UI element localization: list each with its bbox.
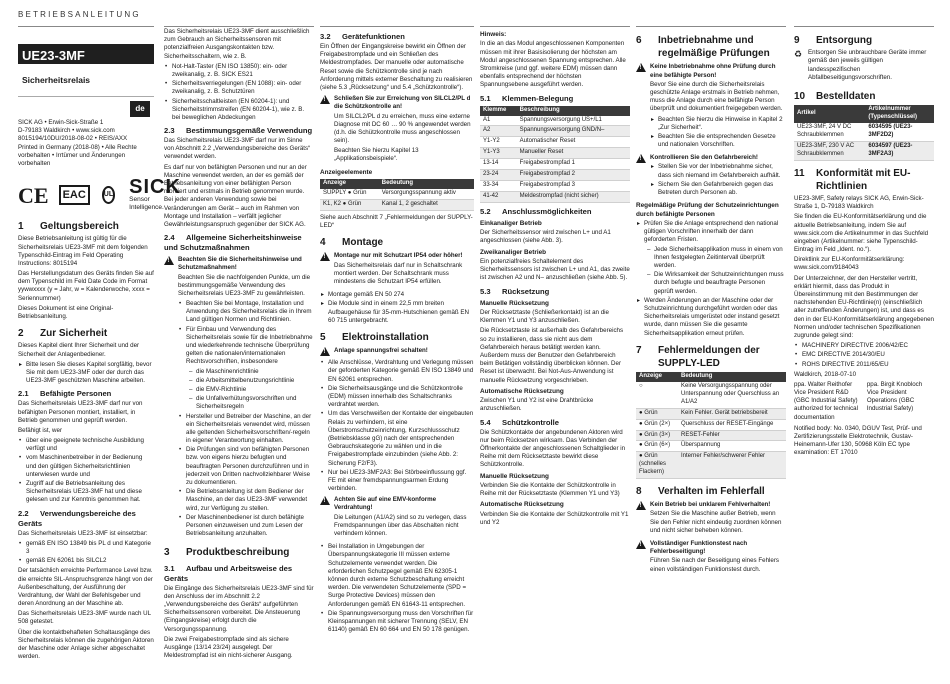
- subsection-heading: [164, 564, 314, 584]
- table-row: [636, 430, 786, 441]
- doc-type-label: BETRIEBSANLEITUNG: [18, 10, 141, 19]
- list-item: • Not-Halt-Taster (EN ISO 13850): ein- oder zweikanalig, z. B. SICK ES21: [164, 63, 314, 79]
- list-item: • Die Betriebsanleitung ist dem Bediener der Maschine, an der das UE23-3MF verwendet wird, zur Verfügung zu stellen.: [178, 488, 314, 513]
- table-header: Bedeutung: [379, 179, 474, 189]
- column-6: [794, 28, 934, 668]
- header-rule: [18, 26, 154, 27]
- section-title: Aufbau und Arbeitsweise des Geräts: [164, 563, 293, 583]
- paragraph: Diese Betriebsanleitung ist gültig für die Sicherheitsrelais UE23-3MF mit dem folgenden Typenschild-Eintrag im Feld Operating Instructions: 8015194: [18, 235, 148, 267]
- warning-icon: [636, 63, 646, 72]
- table-cell: Keine Versorgungsspannung oder Unterspannung oder Querschluss an A1/A2: [678, 382, 786, 408]
- subheading: Zweikanaliger Betrieb: [480, 248, 547, 256]
- section-number: 2: [18, 328, 24, 340]
- sick-tagline: Sensor Intelligence.: [129, 195, 164, 212]
- section-title: Montage: [342, 237, 384, 249]
- paragraph: Das Sicherheitsrelais UE23-3MF darf nur im Sinne von Abschnitt 2.2 „Verwendungsbereiche des Geräts“ verwendet werden.: [164, 137, 311, 161]
- table-row: [480, 180, 630, 191]
- disposal-block: [794, 49, 934, 84]
- list-item: • Die Spannungsversorgung muss den Vorschriften für Kleinspannungen mit sicherer Trennung (SELV, EN 61140) gemäß EN 60 664 und EN 50 178 genügen.: [320, 610, 474, 635]
- column-3: [320, 28, 474, 668]
- section-title: Geltungsbereich: [40, 221, 119, 233]
- section-number: 5: [320, 331, 326, 343]
- section-number: 2.1: [18, 389, 29, 399]
- table-cell: Manueller Reset: [517, 148, 630, 159]
- section-number: 2.2: [18, 508, 29, 518]
- paragraph: Der Sicherheitssensor wird zwischen L+ und A1 angeschlossen (siehe Abb. 3).: [480, 229, 611, 245]
- section-number: 5.2: [480, 206, 491, 216]
- section-title: Inbetriebnahme und regelmäßige Prüfungen: [658, 35, 770, 60]
- table-row: [480, 148, 630, 159]
- document-subtitle: Sicherheitsrelais: [18, 70, 154, 97]
- table-cell: Überspannung: [678, 441, 786, 452]
- section-title: Elektroinstallation: [342, 331, 429, 343]
- table-cell: UE23-3MF, 230 V AC Schraubklemmen: [794, 141, 865, 160]
- section-heading: [794, 90, 934, 103]
- list-item: • Der Maschinenbediener ist durch befähigte Personen einzuweisen und zum Lesen der Betriebsanleitung anzuhalten.: [178, 514, 314, 539]
- list-item: • über eine geeignete technische Ausbildung verfügt und: [18, 437, 154, 453]
- section-number: 3.1: [164, 563, 175, 573]
- list-item: ▸ Bitte lesen Sie dieses Kapitel sorgfältig, bevor Sie mit dem UE23-3MF oder der durch das UE23-3MF geschützten Maschine arbeiten.: [18, 361, 154, 386]
- list-item: • MACHINERY DIRECTIVE 2006/42/EC: [794, 342, 934, 350]
- list-item: • ROHS DIRECTIVE 2011/65/EU: [794, 361, 934, 369]
- list-item: – Die Wirksamkeit der Schutzeinrichtungen muss durch befugte und beauftragte Personen geprüft werden.: [646, 271, 786, 296]
- warning-note: [164, 256, 314, 540]
- paragraph: Über die kontaktbehafteten Schaltausgänge des Sicherheitsrelais können die zugehörigen Aktoren der Maschine oder Anlage sicher abgeschaltet werden.: [18, 628, 154, 661]
- eac-mark-logo: EAC: [59, 185, 90, 206]
- warning-icon: [320, 252, 330, 261]
- list-item: ▸ Die Module sind in einem 22,5 mm breiten Aufbaugehäuse für 35-mm-Hutschienen gemäß EN 60 715 untergebracht.: [320, 300, 474, 325]
- table-cell: Y1-Y3: [480, 148, 517, 159]
- publisher-line: SICK AG • Erwin-Sick-Straße 1: [18, 119, 104, 126]
- warning-title: Beachten Sie die Sicherheitshinweise und Schutzmaßnahmen!: [178, 256, 302, 272]
- paragraph: Setzen Sie die Maschine außer Betrieb, wenn Sie den Fehler nicht eindeutig zuordnen können und nicht sicher beheben können.: [650, 510, 782, 534]
- signature-left: ppa. Walter Reithofer Vice President R&D (GBC Industrial Safety) authorized for technical documentation: [794, 380, 858, 421]
- list-item: • gemäß EN 62061 bis SILCL2: [18, 557, 154, 565]
- paragraph: Verbinden Sie die Kontakte der Schützkontrolle in Reihe mit der Rücksetztaste (Klemmen Y1 und Y3): [480, 482, 620, 498]
- list-item: – die Arbeitsmittelbenutzungsrichtlinie: [188, 377, 314, 385]
- publisher-block: [18, 119, 154, 168]
- publisher-line: vorbehalten • Irrtümer und Änderungen: [18, 151, 126, 159]
- warning-note: [636, 154, 786, 199]
- paragraph: Ein Öffnen der Eingangskreise bewirkt ein Öffnen der Freigabestrompfade und ein Schließen des Meldestrompfades. Der manuelle oder automatische Reset sowie die Schützkontrolle sind je nach Anforderung mittels externer Beschaltung zu realisieren (siehe 5.3 „Rücksetzung“ und 5.4 „Schützkontrolle“).: [320, 43, 473, 91]
- section-title: Rücksetzung: [502, 286, 550, 296]
- warning-icon: [636, 154, 646, 163]
- section-number: 7: [636, 344, 642, 356]
- table-cell: ● Grün (6×): [636, 441, 678, 452]
- header-rule: [164, 26, 314, 27]
- subsection-heading: [164, 233, 314, 253]
- table-row: [636, 441, 786, 452]
- section-title: Verhalten im Fehlerfall: [658, 486, 765, 498]
- warning-title: Achten Sie auf eine EMV-konforme Verdrahtung!: [334, 496, 437, 512]
- table-cell: 6034595 (UE23-3MF2D2): [865, 123, 934, 141]
- paragraph: Verbinden Sie die Kontakte der Schützkontrolle mit Y1 und Y2: [480, 510, 629, 527]
- header-rule: [794, 26, 934, 27]
- column-4: [480, 28, 630, 668]
- section-heading: [320, 331, 474, 344]
- subsection-heading: [480, 287, 630, 297]
- table-cell: ● Grün (2×): [636, 419, 678, 430]
- paragraph: Der Unterzeichner, der den Hersteller vertritt, erklärt hiermit, dass das Produkt in Übereinstimmung mit den Bestimmungen der nachstehenden EU-Richtlinie(n) (einschließlich aller zutreffenden Änderungen) ist, und dass es den in der EU-Konformitätserklärung angegebenen Normen und/oder technischen Spezifikationen zugrunde gelegt sind:: [794, 274, 934, 339]
- column-5: [636, 28, 786, 668]
- section-number: 5.1: [480, 93, 491, 103]
- section-heading: [18, 327, 154, 340]
- paragraph: In die an das Modul angeschlossenen Komponenten müssen mit ihrer Basisisolierung der höchsten am Modul angeschlossenen Spannung entsprechen. Alle Stromkreise (und ggf. weitere EDM) müssen dann ebenfalls entsprechend der höchsten Spannungsebene ausgeführt werden.: [480, 40, 626, 89]
- table-cell: UE23-3MF, 24 V DC Schraubklemmen: [794, 123, 865, 141]
- paragraph: Führen Sie nach der Beseitigung eines Fehlers einen vollständigen Funktionstest durch.: [650, 557, 779, 573]
- paragraph: Ein potenzialfreies Schaltelement des Sicherheitssensors ist zwischen L+ und A1, das zweite ist zwischen A2 und N– anzuschließen (siehe Abb. 5).: [480, 258, 630, 282]
- subheading: Manuelle Rücksetzung: [480, 299, 549, 307]
- section-heading: [636, 34, 786, 60]
- warning-note: [636, 540, 786, 576]
- publisher-line: 8015194/10DU/2018-08-02 • REIS/AXX: [18, 135, 128, 143]
- warning-icon: [636, 501, 646, 510]
- subheading: Einkanaliger Betrieb: [480, 219, 542, 227]
- warning-note: [636, 501, 786, 537]
- section-heading: [18, 220, 154, 233]
- list-item: • Beachten Sie bei Montage, Installation und Anwendung des Sicherheitsrelais die in Ihrem Land gültigen Normen und Richtlinien.: [178, 300, 314, 325]
- warning-icon: [320, 347, 330, 356]
- list-item: • Für Einbau und Verwendung des Sicherheitsrelais sowie für die Inbetriebnahme und wiederkehrende technische Überprüfung gelten die nationalen/internationalen Rechtsvorschriften, insbesondere: [178, 326, 314, 367]
- section-title: Konformität mit EU-Richtlinien: [816, 167, 911, 192]
- table-cell: Spannungsversorgung GND/N–: [517, 126, 630, 137]
- warning-title: Schließen Sie zur Erreichung von SILCL2/PL d die Schützkontrolle an!: [334, 95, 471, 111]
- subsection-heading: [18, 389, 154, 399]
- table-cell: K1, K2 ● Grün: [320, 199, 379, 210]
- table-cell: Freigabestrompfad 3: [517, 180, 630, 191]
- section-title: Zur Sicherheit: [40, 328, 108, 340]
- paragraph: Die Leitungen (A1/A2) sind so zu verlegen, dass Fremdspannungen über das Abschalten nicht verhindern können.: [334, 513, 467, 537]
- paragraph: Um SILCL2/PL d zu erreichen, muss eine externe Diagnose mit DC 60 … 90 % angewendet werden (d.h. die Schützkontrolle muss angeschlossen sein).: [334, 112, 471, 145]
- table-cell: ● Grün: [636, 408, 678, 419]
- warning-title: Anlage spannungsfrei schalten!: [334, 347, 428, 355]
- list-item: • Um das Verschweißen der Kontakte der eingebauten Relais zu verhindern, ist eine Überstromschutzeinrichtung, Kurzschlussschutz (Betriebsklasse gG) nach der entsprechenden Gebrauchskategorie zu wählen und in die Freigabestrompfade einzubinden (siehe Abb. 2: Sicherung F2/F3).: [320, 410, 474, 467]
- table-row: [480, 170, 630, 181]
- list-item: – Jede Sicherheitsapplikation muss in einem von Ihnen festgelegten Zeitintervall überprüft werden.: [646, 246, 786, 271]
- recycle-icon: ♻: [794, 49, 803, 60]
- led-table: [320, 179, 474, 211]
- table-cell: Freigabestrompfad 1: [517, 159, 630, 170]
- table-cell: 41-42: [480, 191, 517, 202]
- warning-note: [320, 252, 474, 288]
- table-cell: ● Grün (schnelles Flackern): [636, 452, 678, 479]
- paragraph: Beachten Sie die nachfolgenden Punkte, um die bestimmungsgemäße Verwendung des Sicherheitsrelais UE23-3MF zu gewährleisten.: [178, 273, 311, 297]
- table-row: [480, 137, 630, 148]
- list-item: ▸ Montage gemäß EN 50 274: [320, 291, 474, 299]
- table-cell: Freigabestrompfad 2: [517, 170, 630, 181]
- header-rule: [636, 26, 786, 27]
- paragraph: Dieses Kapitel dient Ihrer Sicherheit und der Sicherheit der Anlagenbediener.: [18, 342, 140, 358]
- section-title: Schützkontrolle: [502, 417, 559, 427]
- list-item: • Nur bei UE23-3MF2A3: Bei Störbeeinflussung ggf. FE mit einer fremdspannungsarmen Erdung verbinden.: [320, 469, 474, 494]
- subsection-heading: [480, 418, 630, 428]
- section-number: 2.3: [164, 126, 175, 136]
- section-heading: [636, 485, 786, 498]
- table-cell: Interner Fehler/schwerer Fehler: [678, 452, 786, 479]
- hint-title: Hinweis:: [480, 31, 507, 38]
- warning-icon: [320, 95, 330, 104]
- table-header: Anzeige: [636, 372, 678, 382]
- terminal-table: [480, 106, 630, 203]
- paragraph: Der tatsächlich erreichte Performance Level bzw. die erreichte SIL-Anspruchsgrenze hängt von der Außenbeschaltung, der Ausführung der Verdrahtung, der Wahl der Befehlsgeber und deren Anordnung an der Maschine ab.: [18, 567, 153, 608]
- section-number: 9: [794, 35, 800, 46]
- section-heading: [794, 34, 934, 47]
- table-row: [320, 189, 474, 199]
- publisher-line: D-79183 Waldkirch • www.sick.com: [18, 127, 115, 135]
- section-number: 5.4: [480, 417, 491, 427]
- paragraph: Bevor Sie eine durch die Sicherheitsrelais geschützte Anlage erstmals in Betrieb nehmen, muss die Anlage durch eine befähigte Person überprüft und dokumentiert freigegeben werden.: [650, 80, 783, 113]
- warning-icon: [164, 256, 174, 265]
- section-number: 10: [794, 90, 806, 102]
- list-item: • Sicherheitsschaltleisten (EN 60204-1): und Sicherheitstrimmstreifen (EN 60204-1), wie z. B. bei beweglichen Abdeckungen: [164, 98, 314, 123]
- section-number: 6: [636, 35, 642, 46]
- header-rule: [480, 26, 630, 27]
- language-tab: de: [130, 101, 150, 117]
- table-row: [636, 382, 786, 408]
- table-row: [636, 408, 786, 419]
- section-title: Bestelldaten: [816, 90, 876, 102]
- document-title: UE23-3MF: [18, 44, 154, 64]
- warning-title: Kontrollieren Sie den Gefahrbereich!: [650, 154, 758, 162]
- paragraph: Notified body: No. 0340, DGUV Test, Prüf- und Zertifizierungsstelle Elektrotechnik, Gustav-Heinemann-Ufer 130, 50968 Köln EC type examination: ET 17010: [794, 424, 922, 457]
- table-row: [794, 141, 934, 160]
- section-title: Allgemeine Sicherheitshinweise und Schutzmaßnahmen: [164, 233, 302, 253]
- paragraph: Die zwei Freigabestrompfade sind als sichere Ausgänge (13/14 23/24) ausgelegt. Der Meldestrompfad ist ein nicht-sicherer Ausgang.: [164, 635, 293, 660]
- table-row: [636, 452, 786, 479]
- ce-mark-logo: CE: [18, 182, 49, 208]
- table-row: [794, 123, 934, 141]
- section-heading: [320, 236, 474, 249]
- warning-note: [636, 63, 786, 151]
- paragraph: Sie finden die EU-Konformitätserklärung und die aktuelle Betriebsanleitung, indem Sie auf www.sick.com die Artikelnummer in das Suchfeld eingeben (Artikelnummer: siehe Typenschild-Eintrag im Feld „Ident. no.“).: [794, 213, 929, 254]
- section-heading: [164, 546, 314, 559]
- signatures: [794, 381, 934, 422]
- list-item: • Alle Anschlüsse, Verdrahtung und Verlegung müssen der geforderten Kategorie gemäß EN ISO 13849 und EN 62061 entsprechen.: [320, 359, 474, 384]
- table-cell: Automatischer Reset: [517, 137, 630, 148]
- table-header: Artikelnummer (Typenschlüssel): [865, 105, 934, 123]
- table-cell: SUPPLY ● Grün: [320, 189, 379, 199]
- warning-icon: [320, 496, 330, 505]
- list-item: ▸ Sichern Sie den Gefahrbereich gegen das Betreten durch Personen ab.: [650, 181, 786, 197]
- list-item: ▸ Beachten Sie hierzu die Hinweise in Kapitel 2 „Zur Sicherheit“.: [650, 116, 786, 132]
- section-number: 11: [794, 167, 805, 179]
- publisher-line: vorbehalten: [18, 159, 51, 167]
- paragraph: Entsorgen Sie unbrauchbare Geräte immer gemäß den jeweils gültigen landesspezifischen Abfallbeseitigungsvorschriften.: [808, 49, 927, 81]
- signature-right: ppa. Birgit Knobloch Vice President Operations (GBC Industrial Safety): [866, 380, 923, 413]
- list-item: ▸ Werden Änderungen an der Maschine oder der Schutzeinrichtung durchgeführt worden oder das Sicherheitsrelais umgerüstet oder instand gesetzt wurde, dann müssen Sie die gesamte Sicherheitsapplikation erneut prüfen.: [636, 297, 786, 338]
- list-item: ▸ Stellen Sie vor der Inbetriebnahme sicher, dass sich niemand im Gefahrbereich aufhält.: [650, 163, 786, 179]
- table-row: [480, 191, 630, 202]
- table-row: [480, 116, 630, 126]
- list-item: • vom Maschinenbetreiber in der Bedienung und den gültigen Sicherheitsrichtlinien unterwiesen wurde und: [18, 454, 154, 479]
- table-cell: Kein Fehler. Gerät betriebsbereit: [678, 408, 786, 419]
- table-row: [320, 199, 474, 210]
- header-rule: [320, 26, 474, 27]
- paragraph: Die Rücksetztaste ist außerhalb des Gefahrbereichs so zu installieren, dass sie nicht aus dem Gefahrbereich heraus betätigt werden kann. Außerdem muss der Benutzer den Gefahrbereich beim Betätigen vollständig überblicken können. Der Reset ist überwacht. Bei Not-Aus-Anwendung ist manuelle Rücksetzung vorgeschrieben.: [480, 327, 624, 384]
- list-item: ▸ Prüfen Sie die Anlage entsprechend den national gültigen Vorschriften innerhalb der dann geforderten Fristen.: [636, 220, 786, 245]
- table-cell: Spannungsversorgung US+/L1: [517, 116, 630, 126]
- paragraph: Befähigt ist, wer: [18, 426, 63, 434]
- sick-wordmark: SICK: [129, 175, 181, 198]
- paragraph: Das Sicherheitsrelais UE23-3MF wurde nach UL 508 getestet.: [18, 610, 151, 626]
- paragraph: Das Sicherheitsrelais darf nur in Schaltschrank montiert werden. Der Schaltschrank muss mindestens die Schutzart IP54 erfüllen.: [334, 261, 463, 285]
- table-cell: Meldestrompfad (nicht sicher): [517, 191, 630, 202]
- section-number: 3: [164, 547, 170, 559]
- section-number: 4: [320, 237, 326, 249]
- ul-mark-logo: UL: [102, 186, 115, 204]
- subheading: Manuelle Rücksetzung: [480, 472, 549, 480]
- section-number: 2.4: [164, 233, 175, 243]
- paragraph: Der Rücksetztaste (Schließerkontakt) ist an die Klemmen Y1 und Y3 anzuschließen.: [480, 309, 609, 325]
- subsection-heading: [18, 509, 154, 529]
- paragraph: Direktlink zur EU-Konformitätserklärung: www.sick.com/9184043: [794, 256, 905, 272]
- section-title: Fehlermeldungen der SUPPLY-LED: [658, 344, 760, 369]
- warning-icon: [636, 540, 646, 549]
- section-title: Anschlussmöglichkeiten: [502, 206, 592, 216]
- table-cell: ● Grün (3×): [636, 430, 678, 441]
- table-cell: 6034597 (UE23-3MF2A3): [865, 141, 934, 160]
- table-header: Beschreibung: [517, 106, 630, 116]
- warning-note: [320, 347, 474, 356]
- section-number: 3.2: [320, 32, 331, 41]
- list-item: • Hersteller und Betreiber der Maschine, an der ein Sicherheitsrelais verwendet wird, müssen alle geltenden Sicherheitsvorschriften/-regeln in eigener Verantwortung einhalten.: [178, 413, 314, 446]
- table-header: Bedeutung: [678, 372, 786, 382]
- subsection-heading: [480, 207, 630, 217]
- table-header: Anzeige: [320, 179, 379, 189]
- paragraph: Das Sicherheitsrelais UE23-3MF dient ausschließlich zum Gebrauch an Sicherheitssensoren mit potenzialfreien Ausgangskontakten bzw. Sicherheitsschaltern, wie z. B.: [164, 28, 310, 60]
- publisher-line: Printed in Germany (2018-08) • Alle Rechte: [18, 143, 137, 151]
- error-table: [636, 372, 786, 479]
- section-heading: [636, 344, 786, 370]
- list-item: • Die Prüfungen sind von befähigten Personen bzw. von eigens hierzu befugten und beauftragten Personen durchzuführen und in jederzeit von Dritten nachvollziehbarer Weise zu dokumentieren.: [178, 446, 314, 487]
- subheading: Regelmäßige Prüfung der Schutzeinrichtungen durch befähigte Personen: [636, 202, 779, 218]
- subheading: Automatische Rücksetzung: [480, 387, 564, 395]
- section-number: 5.3: [480, 286, 491, 296]
- subsection-heading: [320, 32, 474, 42]
- section-title: Verwendungsbereiche des Geräts: [18, 508, 136, 528]
- paragraph: Das Sicherheitsrelais UE23-3MF ist einsetzbar:: [18, 529, 148, 537]
- paragraph: Waldkirch, 2018-07-10: [794, 370, 857, 378]
- warning-title: Vollständiger Funktionstest nach Fehlerbeseitigung!: [650, 540, 748, 556]
- table-row: [480, 159, 630, 170]
- subsection-heading: [164, 126, 314, 136]
- table-cell: A1: [480, 116, 517, 126]
- warning-title: Keine Inbetriebnahme ohne Prüfung durch eine befähigte Person!: [650, 63, 776, 79]
- table-cell: Querschluss der RESET-Eingänge: [678, 419, 786, 430]
- table-cell: RESET-Fehler: [678, 430, 786, 441]
- list-item: • Zugriff auf die Betriebsanleitung des Sicherheitsrelais UE23-3MF hat und diese gelesen und zur Kenntnis genommen hat.: [18, 480, 154, 505]
- warning-note: [320, 95, 474, 166]
- list-item: – die Unfallverhütungsvorschriften und Sicherheitsregeln: [188, 395, 314, 411]
- list-item: – die EMV-Richtlinie: [188, 386, 314, 394]
- list-item: • gemäß EN ISO 13849 bis PL d und Kategorie 3: [18, 540, 154, 556]
- list-item: ▸ Beachten Sie die entsprechenden Gesetze und nationalen Vorschriften.: [650, 133, 786, 149]
- section-title: Bestimmungsgemäße Verwendung: [186, 126, 313, 136]
- section-number: 1: [18, 221, 24, 233]
- section-number: 8: [636, 486, 642, 498]
- warning-title: Montage nur mit Schutzart IP54 oder höher!: [334, 252, 463, 260]
- table-cell: ○: [636, 382, 678, 408]
- subsection-heading: Anzeigeelemente: [320, 168, 373, 176]
- paragraph: Die Schützkontakte der angebundenen Aktoren wird nur beim Rücksetzen wirksam. Das Verbinden der Öffnerkontakte der angeschlossenen Schaltglieder in Reihe mit dem Rücksetztaste bewirkt diese Schützkontrolle.: [480, 428, 626, 469]
- table-cell: 33-34: [480, 180, 517, 191]
- section-title: Gerätefunktionen: [342, 32, 405, 41]
- table-cell: 13-14: [480, 159, 517, 170]
- table-row: [480, 126, 630, 137]
- list-item: • EMC DIRECTIVE 2014/30/EU: [794, 351, 934, 359]
- table-cell: 23-24: [480, 170, 517, 181]
- paragraph: Das Sicherheitsrelais UE23-3MF darf nur von befähigten Personen montiert, installiert, in Betrieb genommen und geprüft werden.: [18, 400, 143, 424]
- warning-title: Kein Betrieb bei unklarem Fehlverhalten!: [650, 501, 771, 509]
- list-item: • Sicherheitsverriegelungen (EN 1088): ein- oder zweikanalig, z. B. Schutztüren: [164, 80, 314, 96]
- section-title: Entsorgung: [816, 35, 873, 46]
- table-header: Artikel: [794, 105, 865, 123]
- column-2: [164, 28, 314, 668]
- table-row: [636, 419, 786, 430]
- table-cell: Versorgungsspannung aktiv: [379, 189, 474, 199]
- order-table: [794, 105, 934, 160]
- paragraph: Es darf nur von befähigten Personen und nur an der Maschine verwendet werden, an der es gemäß der Betriebsanleitung von einer befähigten Person montiert und erstmals in Betrieb genommen wurde. Bei jeder anderen Verwendung sowie bei Veränderungen am Gerät – auch im Rahmen von Montage und Installation – verfällt jeglicher Gewährleistungsanspruch gegenüber der SICK AG.: [164, 163, 307, 228]
- subsection-heading: [480, 94, 630, 104]
- table-cell: Kanal 1, 2 geschaltet: [379, 199, 474, 210]
- list-item: • Die Sicherheitsausgänge und die Schützkontrolle (EDM) müssen innerhalb des Schaltschranks verdrahtet werden.: [320, 385, 474, 410]
- list-item: • Bei Installation in Umgebungen der Überspannungskategorie III müssen externe Schutzelemente verwendet werden. Die erforderlichen Schutzpegel gemäß EN 62305-1 können durch externe Schutzbeschaltung erreicht werden. Die verwendeten Schutzelemente (SPD = Surge Protective Devices) müssen den Anforderungen gemäß EN 61643-11 entsprechen.: [320, 543, 474, 609]
- table-cell: Y1-Y2: [480, 137, 517, 148]
- subheading: Automatische Rücksetzung: [480, 501, 564, 509]
- section-title: Befähigte Personen: [40, 389, 112, 399]
- table-cell: A2: [480, 126, 517, 137]
- list-item: – die Maschinenrichtlinie: [188, 368, 314, 376]
- section-title: Klemmen-Belegung: [502, 93, 574, 103]
- logo-row: [18, 175, 181, 214]
- section-title: Produktbeschreibung: [186, 547, 290, 559]
- paragraph: Die Eingänge des Sicherheitsrelais UE23-3MF sind für den Anschluss der im Abschnitt 2.2 „Verwendungsbereiche des Geräts“ aufgeführten Sicherheitssensoren vorbereitet. Die Ansteuerung (Eingangskreise) erfolgt durch die Versorgungsspannung.: [164, 584, 314, 633]
- paragraph: Siehe auch Abschnitt 7 „Fehlermeldungen der SUPPLY-LED“: [320, 213, 473, 229]
- table-header: Klemme: [480, 106, 517, 116]
- paragraph: Dieses Dokument ist eine Original-Betriebsanleitung.: [18, 304, 114, 320]
- paragraph: Das Herstellungsdatum des Geräts finden Sie auf dem Typenschild im Feld Date Code im Format yywwxxxx (y = Jahr, w = Kalenderwoche, xxxx = Seriennummer): [18, 270, 154, 302]
- paragraph: Beachten Sie hierzu Kapitel 13 „Applikationsbeispiele“.: [334, 147, 419, 163]
- warning-note: [320, 496, 474, 540]
- paragraph: UE23-3MF, Safety relays SICK AG, Erwin-Sick-Straße 1, D-79183 Waldkirch: [794, 194, 924, 211]
- paragraph: Zwischen Y1 und Y2 ist eine Drahtbrücke anzuschließen.: [480, 397, 594, 413]
- section-heading: [794, 167, 934, 193]
